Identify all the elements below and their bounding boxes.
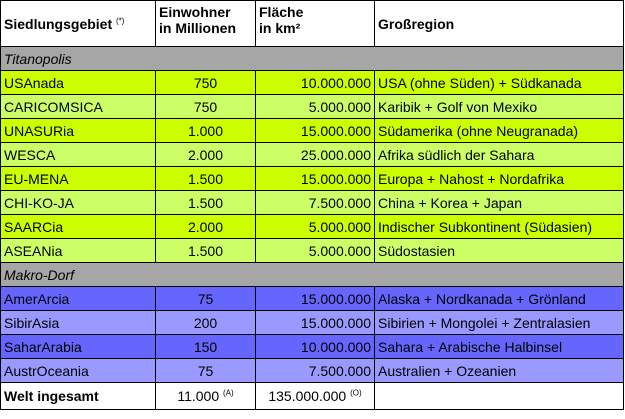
table-row <box>1 215 624 239</box>
row-name: AustrOceania <box>1 359 156 383</box>
row-region: Karibik + Golf von Mexiko <box>375 95 624 119</box>
table-row <box>1 167 624 191</box>
row-population: 750 <box>156 95 256 119</box>
total-pop-note: (A) <box>223 388 234 398</box>
row-population: 2.000 <box>156 215 256 239</box>
row-region: Alaska + Nordkanada + Grönland <box>375 287 624 311</box>
row-region: Europa + Nahost + Nordafrika <box>375 167 624 191</box>
row-name: EU-MENA <box>1 167 156 191</box>
row-name: UNASURia <box>1 119 156 143</box>
table-row <box>1 191 624 215</box>
total-region <box>375 383 624 410</box>
total-area-note: (O) <box>350 388 362 398</box>
table-row <box>1 335 624 359</box>
header-population <box>156 1 256 47</box>
table-row <box>1 359 624 383</box>
row-region: Südostasien <box>375 239 624 263</box>
total-pop-value: 11.000 <box>177 388 220 404</box>
table-row <box>1 311 624 335</box>
group-title: Titanopolis <box>1 47 624 71</box>
table-row <box>1 143 624 167</box>
header-region-label: Großregion <box>378 15 455 32</box>
row-name: CARICOMSICA <box>1 95 156 119</box>
header-name-label: Siedlungsgebiet <box>4 15 113 32</box>
row-name: USAnada <box>1 71 156 95</box>
table-row <box>1 239 624 263</box>
row-name: AmerArcia <box>1 287 156 311</box>
row-population: 200 <box>156 311 256 335</box>
row-name: ASEANia <box>1 239 156 263</box>
row-region: Afrika südlich der Sahara <box>375 143 624 167</box>
row-area: 15.000.000 <box>256 311 375 335</box>
table-row <box>1 287 624 311</box>
row-population: 1.500 <box>156 167 256 191</box>
total-row <box>1 383 624 410</box>
row-area: 25.000.000 <box>256 143 375 167</box>
row-region: Sibirien + Mongolei + Zentralasien <box>375 311 624 335</box>
row-region: USA (ohne Süden) + Südkanada <box>375 71 624 95</box>
row-name: WESCA <box>1 143 156 167</box>
total-name: Welt ingesamt <box>1 383 156 410</box>
row-population: 75 <box>156 359 256 383</box>
row-area: 7.500.000 <box>256 191 375 215</box>
group-title: Makro-Dorf <box>1 263 624 287</box>
row-area: 7.500.000 <box>256 359 375 383</box>
row-population: 1.500 <box>156 191 256 215</box>
row-name: SaharArabia <box>1 335 156 359</box>
row-area: 5.000.000 <box>256 95 375 119</box>
total-area <box>256 383 375 410</box>
group-header-titanopolis <box>1 47 624 71</box>
row-population: 2.000 <box>156 143 256 167</box>
row-population: 150 <box>156 335 256 359</box>
header-pop-line2: in Millionen <box>159 20 236 36</box>
row-population: 1.000 <box>156 119 256 143</box>
row-region: China + Korea + Japan <box>375 191 624 215</box>
table-row <box>1 95 624 119</box>
header-name <box>1 1 156 47</box>
total-area-value: 135.000.000 <box>268 388 347 404</box>
row-region: Sahara + Arabische Halbinsel <box>375 335 624 359</box>
group-header-makro-dorf <box>1 263 624 287</box>
table-row <box>1 119 624 143</box>
row-name: CHI-KO-JA <box>1 191 156 215</box>
row-population: 1.500 <box>156 239 256 263</box>
row-area: 10.000.000 <box>256 335 375 359</box>
row-population: 750 <box>156 71 256 95</box>
header-row <box>1 1 624 47</box>
table-row <box>1 71 624 95</box>
row-region: Südamerika (ohne Neugranada) <box>375 119 624 143</box>
header-name-note: (*) <box>116 15 125 25</box>
row-region: Indischer Subkontinent (Südasien) <box>375 215 624 239</box>
header-area <box>256 1 375 47</box>
row-area: 5.000.000 <box>256 215 375 239</box>
row-area: 5.000.000 <box>256 239 375 263</box>
header-pop-line1: Einwohner <box>159 4 231 20</box>
row-area: 15.000.000 <box>256 287 375 311</box>
row-area: 10.000.000 <box>256 71 375 95</box>
header-area-line2: in km² <box>259 20 301 36</box>
row-area: 15.000.000 <box>256 119 375 143</box>
row-region: Australien + Ozeanien <box>375 359 624 383</box>
total-population <box>156 383 256 410</box>
row-area: 15.000.000 <box>256 167 375 191</box>
row-name: SAARCia <box>1 215 156 239</box>
row-population: 75 <box>156 287 256 311</box>
header-region <box>375 1 624 47</box>
row-name: SibirAsia <box>1 311 156 335</box>
header-area-line1: Fläche <box>259 4 304 20</box>
